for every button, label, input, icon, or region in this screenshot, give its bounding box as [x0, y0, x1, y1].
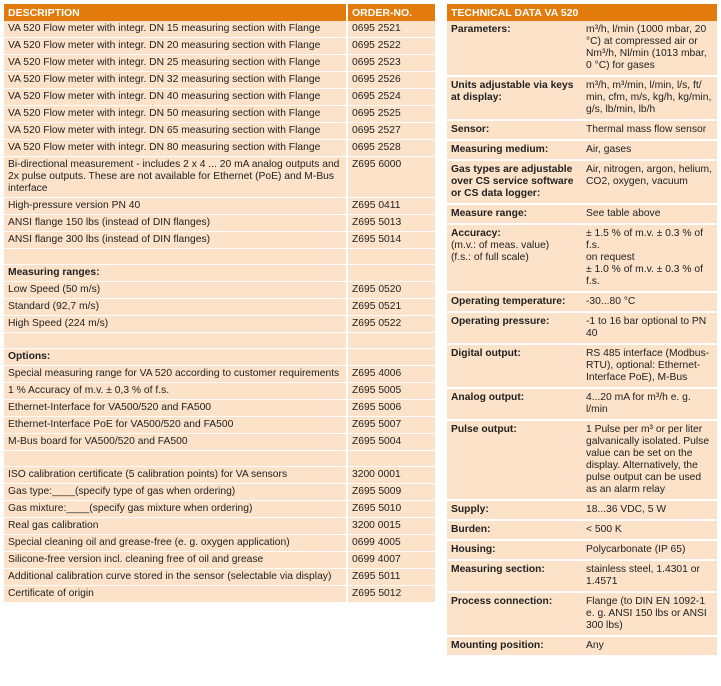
spec-value-text: < 500 K: [586, 524, 622, 535]
description-cell: Bi-directional measurement - includes 2 x 4 ... 20 mA analog outputs and 2x pulse outputs. These are not available for Ethernet (PoE) and M-Bus interface: [4, 157, 347, 198]
table-row: [4, 89, 435, 106]
table-row: [4, 366, 435, 383]
description-cell: 1 % Accuracy of m.v. ± 0,3 % of f.s.: [4, 383, 347, 400]
spec-value-text: See table above: [586, 208, 661, 219]
order-number-cell: 0695 2521: [347, 21, 435, 38]
spec-label-text: Housing:: [451, 544, 496, 555]
spec-label-text: Measure range:: [451, 208, 528, 219]
spec-value: [582, 388, 717, 420]
spec-label: [447, 204, 582, 224]
spec-label-text: Analog output:: [451, 392, 525, 403]
spec-label-text: Process connection:: [451, 596, 553, 607]
order-number-cell: 0695 2524: [347, 89, 435, 106]
technical-data-body: [447, 21, 717, 656]
order-number-cell: Z695 0411: [347, 198, 435, 215]
spec-row: [447, 592, 717, 636]
spec-value: [582, 76, 717, 120]
spec-value: [582, 140, 717, 160]
spec-value: [582, 224, 717, 292]
spacer-cell: [347, 333, 435, 349]
description-cell: Additional calibration curve stored in the sensor (selectable via display): [4, 569, 347, 586]
order-table-panel: [4, 4, 435, 603]
spacer-cell: [347, 249, 435, 265]
spec-label: [447, 560, 582, 592]
spec-label: [447, 120, 582, 140]
order-number-cell: Z695 5006: [347, 400, 435, 417]
order-number-cell: Z695 5005: [347, 383, 435, 400]
spec-value-text: stainless steel, 1.4301 or 1.4571: [586, 564, 700, 587]
spec-value: [582, 636, 717, 656]
table-row: [4, 383, 435, 400]
spec-label-note: (m.v.: of meas. value): [451, 240, 550, 251]
spec-value-text: Polycarbonate (IP 65): [586, 544, 686, 555]
spec-value: [582, 120, 717, 140]
spec-label: [447, 292, 582, 312]
description-cell: Gas type:____(specify type of gas when ordering): [4, 484, 347, 501]
order-number-cell: 0699 4007: [347, 552, 435, 569]
spec-value-text: Flange (to DIN EN 1092-1 e. g. ANSI 150 lbs or ANSI 300 lbs): [586, 596, 707, 631]
spec-value: [582, 420, 717, 500]
description-cell: Standard (92,7 m/s): [4, 299, 347, 316]
spec-value: [582, 160, 717, 204]
spec-label: [447, 592, 582, 636]
description-cell: ANSI flange 150 lbs (instead of DIN flanges): [4, 215, 347, 232]
order-number-cell: 3200 0015: [347, 518, 435, 535]
spec-row: [447, 560, 717, 592]
spec-label-text: Parameters:: [451, 24, 511, 35]
spacer-row: [4, 249, 435, 265]
order-table-body: [4, 21, 435, 603]
spec-label-text: Operating temperature:: [451, 296, 566, 307]
table-row: [4, 123, 435, 140]
description-cell: Special measuring range for VA 520 according to customer requirements: [4, 366, 347, 383]
description-cell: ISO calibration certificate (5 calibration points) for VA sensors: [4, 467, 347, 484]
technical-data-panel: [447, 4, 717, 657]
table-row: [4, 467, 435, 484]
spec-label: [447, 160, 582, 204]
spec-value-text: -1 to 16 bar optional to PN 40: [586, 316, 707, 339]
section-heading: Measuring ranges:: [4, 265, 347, 282]
table-row: [4, 434, 435, 451]
spec-value-text: Any: [586, 640, 604, 651]
table-row: [4, 198, 435, 215]
technical-data-title: TECHNICAL DATA VA 520: [447, 4, 717, 21]
description-cell: VA 520 Flow meter with integr. DN 25 measuring section with Flange: [4, 55, 347, 72]
table-row: [4, 501, 435, 518]
table-row: [4, 282, 435, 299]
description-cell: High Speed (224 m/s): [4, 316, 347, 333]
table-row: [4, 232, 435, 249]
spec-row: [447, 21, 717, 76]
order-number-cell: Z695 5004: [347, 434, 435, 451]
order-number-cell: Z695 5011: [347, 569, 435, 586]
spec-value-text: RS 485 interface (Modbus-RTU), optional: Ethernet-Interface PoE), M-Bus: [586, 348, 710, 383]
spec-label-text: Measuring medium:: [451, 144, 549, 155]
order-number-cell: Z695 5013: [347, 215, 435, 232]
spec-label-note: (f.s.: of full scale): [451, 252, 529, 263]
spec-row: [447, 344, 717, 388]
spec-label-text: Gas types are adjustable over CS service software or CS data logger:: [451, 164, 574, 199]
table-row: [4, 21, 435, 38]
spec-row: [447, 204, 717, 224]
description-cell: VA 520 Flow meter with integr. DN 32 measuring section with Flange: [4, 72, 347, 89]
spec-value-text: Thermal mass flow sensor: [586, 124, 707, 135]
spec-value: [582, 560, 717, 592]
spec-label-text: Operating pressure:: [451, 316, 550, 327]
spec-row: [447, 636, 717, 656]
spec-value-text: 4...20 mA for m³/h e. g. l/min: [586, 392, 691, 415]
spec-row: [447, 140, 717, 160]
table-row: [4, 417, 435, 434]
description-cell: Silicone-free version incl. cleaning free of oil and grease: [4, 552, 347, 569]
spec-value-text: ± 1.5 % of m.v. ± 0.3 % of f.s.: [586, 228, 703, 251]
section-heading: Options:: [4, 349, 347, 366]
order-number-cell: 0695 2523: [347, 55, 435, 72]
table-row: [4, 518, 435, 535]
table-row: [4, 484, 435, 501]
spec-label-text: Pulse output:: [451, 424, 517, 435]
description-cell: Ethernet-Interface for VA500/520 and FA500: [4, 400, 347, 417]
spec-value: [582, 520, 717, 540]
spec-value: [582, 540, 717, 560]
order-number-cell: 0695 2526: [347, 72, 435, 89]
spec-value-text: -30...80 °C: [586, 296, 636, 307]
order-number-cell: Z695 0520: [347, 282, 435, 299]
description-cell: Real gas calibration: [4, 518, 347, 535]
spec-value-text: m³/h, l/min (1000 mbar, 20 °C) at compressed air or Nm³/h, Nl/min (1013 mbar, 0 °C) for gases: [586, 24, 707, 71]
order-number-cell: Z695 5012: [347, 586, 435, 603]
spec-value: [582, 21, 717, 76]
description-cell: M-Bus board for VA500/520 and FA500: [4, 434, 347, 451]
spec-row: [447, 312, 717, 344]
table-row: [4, 72, 435, 89]
section-heading-spacer: [347, 349, 435, 366]
order-number-cell: Z695 4006: [347, 366, 435, 383]
description-cell: Ethernet-Interface PoE for VA500/520 and FA500: [4, 417, 347, 434]
order-number-cell: 0699 4005: [347, 535, 435, 552]
spec-label: [447, 636, 582, 656]
spec-value: [582, 292, 717, 312]
spacer-cell: [4, 451, 347, 467]
spec-label: [447, 140, 582, 160]
table-row: [4, 106, 435, 123]
spec-value-text: Air, nitrogen, argon, helium, CO2, oxygen, vacuum: [586, 164, 712, 187]
spacer-row: [4, 333, 435, 349]
order-number-cell: 0695 2527: [347, 123, 435, 140]
spec-label: [447, 344, 582, 388]
spacer-cell: [4, 333, 347, 349]
order-number-cell: Z695 0521: [347, 299, 435, 316]
spec-label-text: Units adjustable via keys at display:: [451, 80, 574, 103]
spec-row: [447, 292, 717, 312]
spec-row: [447, 500, 717, 520]
description-cell: Gas mixture:____(specify gas mixture when ordering): [4, 501, 347, 518]
description-cell: Certificate of origin: [4, 586, 347, 603]
order-number-cell: 0695 2522: [347, 38, 435, 55]
spec-label: [447, 420, 582, 500]
spec-value: [582, 312, 717, 344]
table-row: [4, 38, 435, 55]
description-cell: ANSI flange 300 lbs (instead of DIN flanges): [4, 232, 347, 249]
description-cell: Low Speed (50 m/s): [4, 282, 347, 299]
spec-label-text: Measuring section:: [451, 564, 545, 575]
spec-label-text: Burden:: [451, 524, 491, 535]
description-cell: VA 520 Flow meter with integr. DN 15 measuring section with Flange: [4, 21, 347, 38]
section-heading-row: [4, 349, 435, 366]
spec-label-text: Mounting position:: [451, 640, 544, 651]
order-number-cell: Z695 6000: [347, 157, 435, 198]
table-row: [4, 55, 435, 72]
spec-label: [447, 224, 582, 292]
spec-label-text: Sensor:: [451, 124, 490, 135]
order-number-cell: 0695 2528: [347, 140, 435, 157]
description-cell: Special cleaning oil and grease-free (e. g. oxygen application): [4, 535, 347, 552]
spec-row: [447, 520, 717, 540]
spec-value-text: m³/h, m³/min, l/min, l/s, ft/ min, cfm, m/s, kg/h, kg/min, g/s, lb/min, lb/h: [586, 80, 712, 115]
spec-row: [447, 76, 717, 120]
order-number-cell: Z695 0522: [347, 316, 435, 333]
spec-value: [582, 344, 717, 388]
table-row: [4, 569, 435, 586]
description-column-header: DESCRIPTION: [4, 4, 347, 21]
spec-label-text: Accuracy:: [451, 228, 501, 239]
order-number-cell: Z695 5010: [347, 501, 435, 518]
section-heading-row: [4, 265, 435, 282]
table-row: [4, 316, 435, 333]
spec-row: [447, 224, 717, 292]
spec-label-text: Supply:: [451, 504, 489, 515]
order-number-cell: 0695 2525: [347, 106, 435, 123]
section-heading-spacer: [347, 265, 435, 282]
table-row: [4, 140, 435, 157]
spec-label-text: Digital output:: [451, 348, 521, 359]
spec-row: [447, 540, 717, 560]
spec-row: [447, 388, 717, 420]
table-row: [4, 552, 435, 569]
description-cell: High-pressure version PN 40: [4, 198, 347, 215]
order-number-column-header: ORDER-NO.: [347, 4, 435, 21]
order-number-cell: 3200 0001: [347, 467, 435, 484]
technical-data-header: [447, 4, 717, 21]
spec-label: [447, 540, 582, 560]
table-row: [4, 299, 435, 316]
order-table-header: [4, 4, 435, 21]
spec-value-text: 1 Pulse per m³ or per liter galvanically isolated. Pulse value can be set on the display. Alternatively, the pulse output can be used as an alarm relay: [586, 424, 710, 495]
spec-value: [582, 500, 717, 520]
description-cell: VA 520 Flow meter with integr. DN 20 measuring section with Flange: [4, 38, 347, 55]
table-row: [4, 535, 435, 552]
spec-label: [447, 500, 582, 520]
spec-value: [582, 204, 717, 224]
spacer-cell: [347, 451, 435, 467]
order-table: [4, 4, 435, 603]
spec-value-text: ± 1.0 % of m.v. ± 0.3 % of f.s.: [586, 264, 703, 287]
spec-label: [447, 388, 582, 420]
table-row: [4, 400, 435, 417]
spec-row: [447, 120, 717, 140]
order-number-cell: Z695 5007: [347, 417, 435, 434]
spec-value-text: Air, gases: [586, 144, 632, 155]
table-row: [4, 586, 435, 603]
description-cell: VA 520 Flow meter with integr. DN 40 measuring section with Flange: [4, 89, 347, 106]
table-row: [4, 215, 435, 232]
spec-value-text: 18...36 VDC, 5 W: [586, 504, 667, 515]
spec-label: [447, 520, 582, 540]
spec-label: [447, 312, 582, 344]
order-number-cell: Z695 5014: [347, 232, 435, 249]
description-cell: VA 520 Flow meter with integr. DN 80 measuring section with Flange: [4, 140, 347, 157]
table-row: [4, 157, 435, 198]
spacer-row: [4, 451, 435, 467]
order-number-cell: Z695 5009: [347, 484, 435, 501]
technical-data-table: [447, 4, 717, 657]
spec-label: [447, 21, 582, 76]
spacer-cell: [4, 249, 347, 265]
description-cell: VA 520 Flow meter with integr. DN 65 measuring section with Flange: [4, 123, 347, 140]
spec-row: [447, 420, 717, 500]
spec-value: [582, 592, 717, 636]
spec-value-text: on request: [586, 252, 635, 263]
spec-label: [447, 76, 582, 120]
spec-row: [447, 160, 717, 204]
description-cell: VA 520 Flow meter with integr. DN 50 measuring section with Flange: [4, 106, 347, 123]
